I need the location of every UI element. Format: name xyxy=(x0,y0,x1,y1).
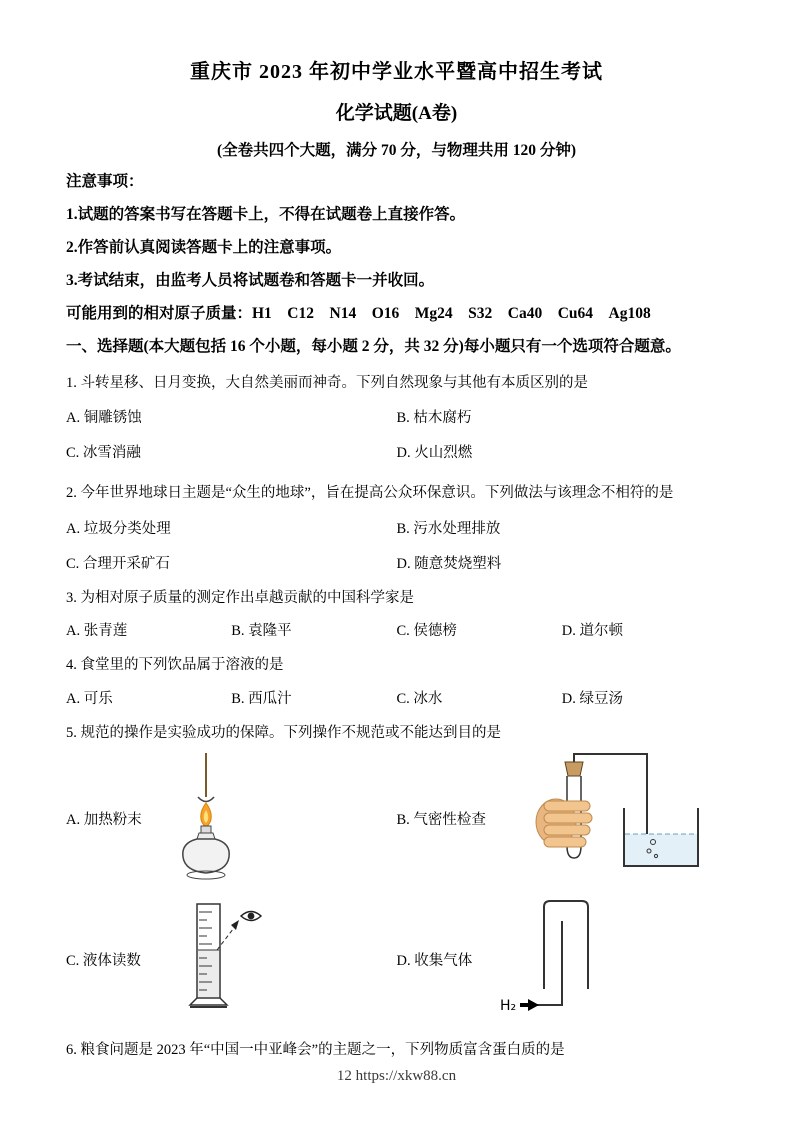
option-a: A. 垃圾分类处理 xyxy=(66,520,171,537)
question-options xyxy=(66,687,727,708)
option-a: A. 加热粉末 xyxy=(66,811,142,828)
question-options xyxy=(66,517,727,573)
notice-item-2: 2.作答前认真阅读答题卡上的注意事项。 xyxy=(66,238,342,256)
eye-pupil xyxy=(248,913,255,920)
option-d: D. 道尔顿 xyxy=(561,623,623,640)
beaker-water xyxy=(625,834,697,865)
option-c-cell xyxy=(66,893,397,1025)
option-b: B. 气密性检查 xyxy=(396,811,486,828)
sight-arrow xyxy=(231,920,239,930)
question-options xyxy=(66,406,727,462)
option-b: B. 西瓜汁 xyxy=(231,690,292,707)
option-d: D. 火山烈燃 xyxy=(396,445,473,462)
option-c: C. 液体读数 xyxy=(66,952,141,969)
question-5-figures-row-1 xyxy=(66,745,727,891)
lamp-body xyxy=(183,839,229,873)
gas-jar xyxy=(544,901,588,989)
notice-heading: 注意事项： xyxy=(66,173,144,190)
option-d-cell xyxy=(397,893,728,1025)
notice-item-3: 3.考试结束，由监考人员将试题卷和答题卡一并收回。 xyxy=(66,271,435,289)
option-a: A. 张青莲 xyxy=(66,623,128,640)
question-4 xyxy=(66,656,727,708)
hand-finger xyxy=(544,813,592,823)
question-5-figures-row-2 xyxy=(66,893,727,1025)
option-c: C. 冰雪消融 xyxy=(66,445,141,462)
alcohol-lamp-heating-figure xyxy=(168,751,243,885)
wick-holder xyxy=(201,826,211,833)
question-3 xyxy=(66,589,727,641)
option-b: B. 袁隆平 xyxy=(231,623,292,640)
exam-title: 重庆市 2023 年初中学业水平暨高中招生考试 xyxy=(190,61,603,83)
question-stem: 3. 为相对原子质量的测定作出卓越贡献的中国科学家是 xyxy=(66,589,414,606)
question-6 xyxy=(66,1041,727,1061)
gas-collection-figure xyxy=(498,893,638,1025)
section-heading: 一、选择题(本大题包括 16 个小题，每小题 2 分，共 32 分)每小题只有一个选项符合题意。 xyxy=(66,337,681,355)
option-a-cell xyxy=(66,745,397,891)
hand-finger xyxy=(544,837,586,847)
option-b: B. 污水处理排放 xyxy=(396,520,501,537)
option-a: A. 可乐 xyxy=(66,690,113,707)
gas-delivery-tube xyxy=(536,921,562,1005)
cylinder-base xyxy=(190,998,227,1005)
hand-finger xyxy=(544,801,590,811)
exam-meta-line: (全卷共四个大题，满分 70 分，与物理共用 120 分钟) xyxy=(216,142,577,159)
lamp-neck xyxy=(197,833,215,839)
option-d: D. 随意焚烧塑料 xyxy=(396,555,502,572)
page-footer: 12 https://xkw88.cn xyxy=(336,1068,457,1084)
hand-finger xyxy=(544,825,590,835)
airtightness-check-figure xyxy=(512,748,717,888)
question-2 xyxy=(66,484,727,573)
option-c: C. 侯德榜 xyxy=(396,623,457,640)
option-d: D. 收集气体 xyxy=(396,952,473,969)
question-stem: 5. 规范的操作是实验成功的保障。下列操作不规范或不能达到目的是 xyxy=(66,724,501,741)
question-stem: 4. 食堂里的下列饮品属于溶液的是 xyxy=(66,657,284,674)
question-options xyxy=(66,619,727,640)
question-stem: 6. 粮食问题是 2023 年“中国一中亚峰会”的主题之一，下列物质富含蛋白质的是 xyxy=(66,1042,565,1059)
liquid-reading-figure xyxy=(167,894,277,1024)
arrow-right-head xyxy=(528,999,539,1011)
option-b: B. 枯木腐朽 xyxy=(396,410,472,427)
combustion-spoon xyxy=(198,797,214,802)
option-c: C. 合理开采矿石 xyxy=(66,555,170,572)
option-a: A. 铜雕锈蚀 xyxy=(66,410,142,427)
h2-label: H₂ xyxy=(500,998,517,1015)
question-1 xyxy=(66,374,727,463)
notice-item-1: 1.试题的答案书写在答题卡上，不得在试题卷上直接作答。 xyxy=(66,205,466,223)
question-stem: 1. 斗转星移、日月变换，大自然美丽而神奇。下列自然现象与其他有本质区别的是 xyxy=(66,374,588,391)
exam-subtitle: 化学试题(A卷) xyxy=(335,103,458,124)
option-d: D. 绿豆汤 xyxy=(561,690,623,707)
rubber-stopper xyxy=(565,762,583,776)
atomic-masses-line: 可能用到的相对原子质量：H1 C12 N14 O16 Mg24 S32 Ca40 Cu64 Ag108 xyxy=(66,304,651,322)
option-b-cell xyxy=(397,745,728,891)
option-c: C. 冰水 xyxy=(396,690,443,707)
question-stem: 2. 今年世界地球日主题是“众生的地球”，旨在提高公众环保意识。下列做法与该理念不相符的是 xyxy=(66,485,674,502)
question-5 xyxy=(66,724,727,1026)
